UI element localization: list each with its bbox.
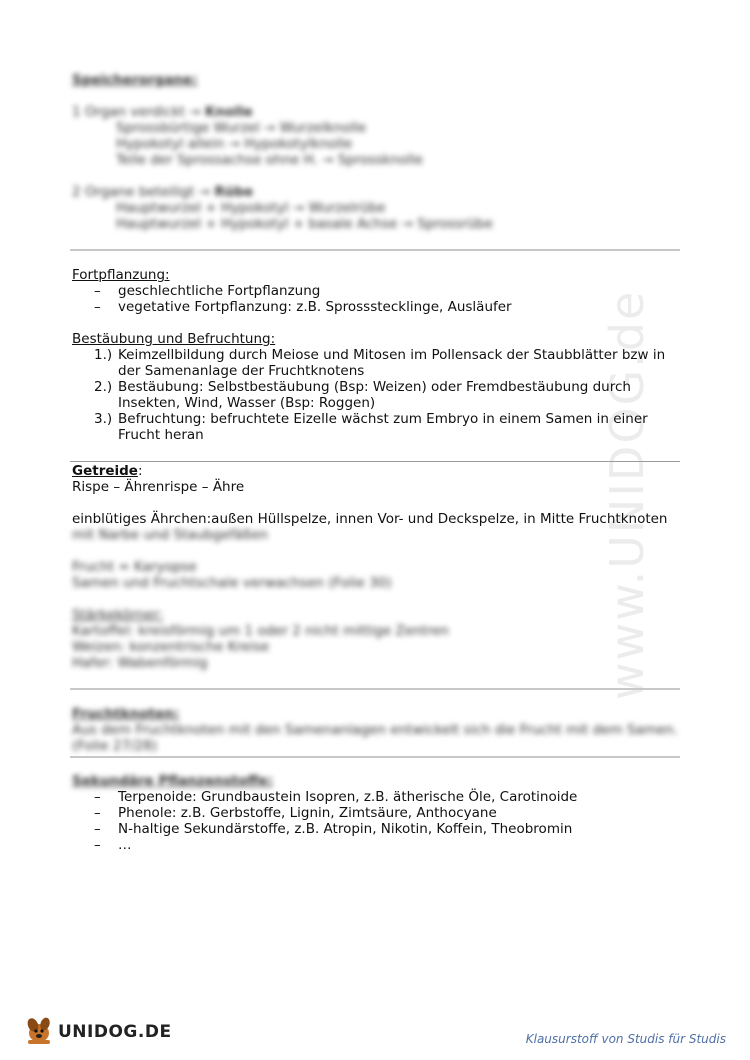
divider — [70, 249, 680, 251]
list-item: – vegetative Fortpflanzung: z.B. Sprossstecklinge, Ausläufer — [94, 299, 512, 315]
numbered-item: 1.) Keimzellbildung durch Meiose und Mitosen im Pollensack der Staubblätter bzw in — [94, 347, 666, 363]
list-item: – Terpenoide: Grundbaustein Isopren, z.B. ätherische Öle, Carotinoide — [94, 789, 578, 805]
section-heading: Fruchtknoten: — [72, 706, 180, 722]
list-item: – N-haltige Sekundärstoffe, z.B. Atropin, Nikotin, Koffein, Theobromin — [94, 821, 573, 837]
numbered-item: 2.) Bestäubung: Selbstbestäubung (Bsp: Weizen) oder Fremdbestäubung durch — [94, 379, 631, 395]
list-item: Teile der Sprossachse ohne H. → Sprossknolle — [116, 152, 423, 168]
blurred-line: mit Narbe und Staubgefäßen — [72, 527, 269, 543]
divider — [70, 688, 680, 690]
blurred-line: Weizen: konzentrische Kreise — [72, 639, 270, 655]
list-item: Sprossbürtige Wurzel → Wurzelknolle — [116, 120, 367, 136]
section-heading: Fortpflanzung: — [72, 267, 170, 283]
grain-section — [72, 463, 682, 527]
grain-blurred-block — [72, 527, 682, 671]
secondary-compounds-heading-block — [72, 773, 682, 789]
list-item: – Phenole: z.B. Gerbstoffe, Lignin, Zimtsäure, Anthocyane — [94, 805, 497, 821]
ovary-section — [72, 706, 682, 754]
divider — [70, 461, 680, 462]
numbered-item-continuation: der Samenanlage der Fruchtknotens — [118, 363, 365, 379]
list-item: – … — [94, 837, 132, 853]
section-heading: Getreide: — [72, 463, 143, 479]
group-1-heading: 1 Organ verdickt → Knolle — [72, 104, 253, 120]
storage-organs-section — [72, 72, 682, 232]
footer-tagline: Klausurstoff von Studis für Studis — [525, 1032, 726, 1046]
watermark: www.UNIDOG.de — [600, 289, 654, 700]
blurred-line: Kartoffel: kreisförmig um 1 oder 2 nicht mittige Zentren — [72, 623, 449, 639]
list-item: Hauptwurzel + Hypokotyl → Wurzelrübe — [116, 200, 386, 216]
blurred-line: (Folie 27/28) — [72, 738, 158, 754]
pollination-section — [72, 331, 682, 443]
blurred-line: Aus dem Fruchtknoten mit den Samenanlagen entwickelt sich die Frucht mit dem Samen. — [72, 722, 679, 738]
divider — [70, 756, 680, 758]
list-item: Hauptwurzel + Hypokotyl + basale Achse → Sprossrübe — [116, 216, 493, 232]
section-heading: Bestäubung und Befruchtung: — [72, 331, 276, 347]
blurred-line: Stärkekörner: — [72, 607, 163, 623]
group-2-heading: 2 Organe beteiligt → Rübe — [72, 184, 254, 200]
secondary-compounds-list — [72, 789, 682, 853]
section-heading: Sekundäre Pflanzenstoffe: — [72, 773, 273, 789]
numbered-item-continuation: Insekten, Wind, Wasser (Bsp: Roggen) — [118, 395, 376, 411]
numbered-item: 3.) Befruchtung: befruchtete Eizelle wächst zum Embryo in einem Samen in einer — [94, 411, 648, 427]
list-item: – geschlechtliche Fortpflanzung — [94, 283, 321, 299]
numbered-item-continuation: Frucht heran — [118, 427, 204, 443]
grain-line: Rispe – Ährenrispe – Ähre — [72, 479, 245, 495]
list-item: Hypokotyl allein → Hypokotylknolle — [116, 136, 353, 152]
blurred-line: Samen und Fruchtschale verwachsen (Folie 30) — [72, 575, 392, 591]
unidog-logo[interactable] — [22, 1012, 172, 1046]
blurred-line: Frucht = Karyopse — [72, 559, 197, 575]
blurred-line: Hafer: Wabenförmig — [72, 655, 208, 671]
dog-mascot-icon — [22, 1012, 56, 1046]
logo-text: UNIDOG.DE — [58, 1022, 172, 1042]
reproduction-section — [72, 267, 682, 315]
grain-line: einblütiges Ährchen:außen Hüllspelze, innen Vor- und Deckspelze, in Mitte Fruchtknoten — [72, 511, 668, 527]
section-heading: Speicherorgane: — [72, 72, 198, 88]
